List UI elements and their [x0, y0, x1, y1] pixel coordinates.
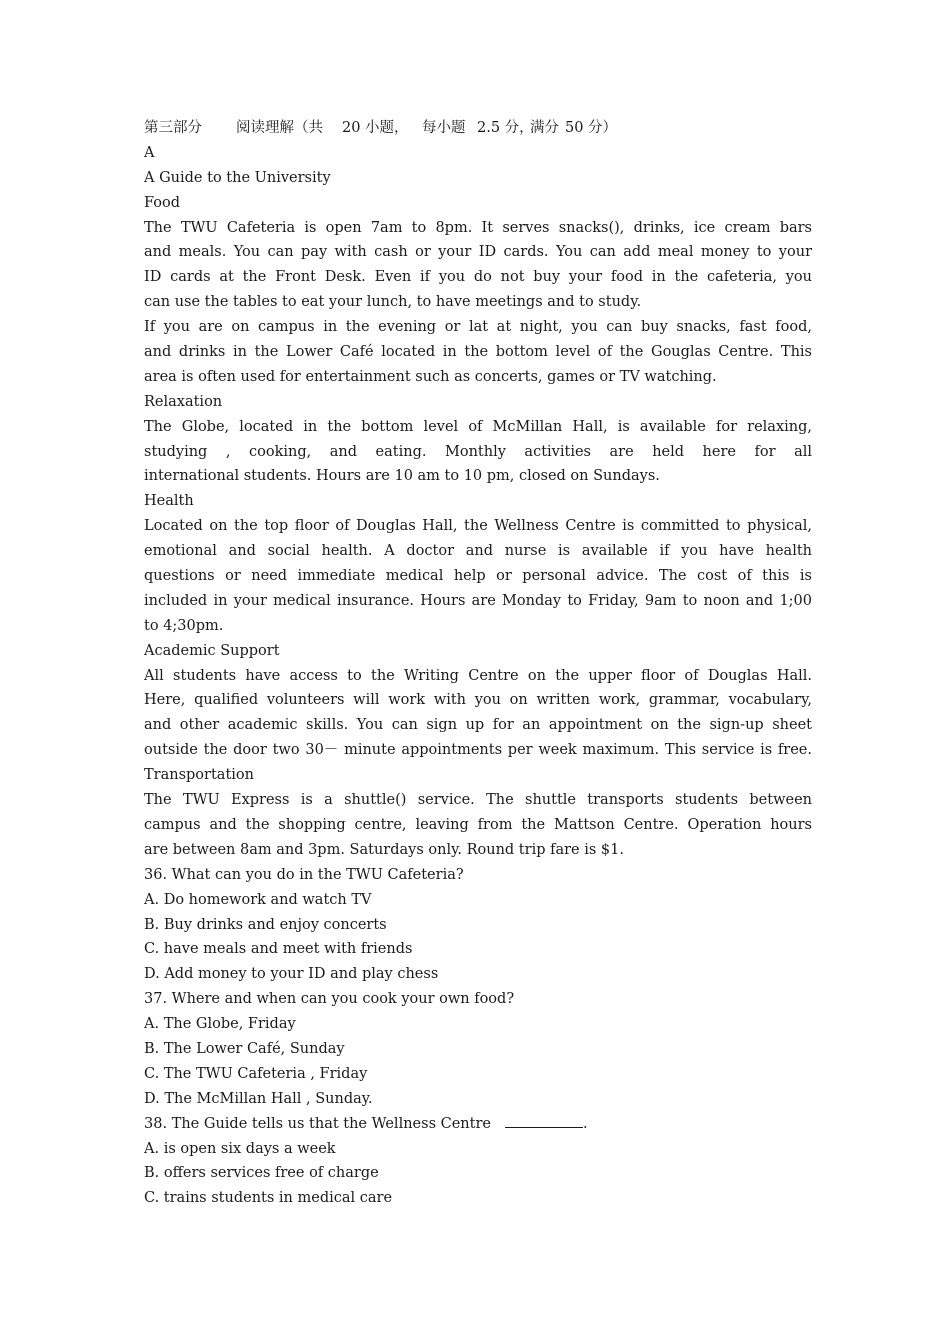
text-line: and drinks in the Lower Café located in the bottom level of the Gouglas Centre. This [144, 344, 812, 361]
relaxation-heading: Relaxation [144, 393, 223, 410]
food-paragraph-1 [144, 216, 812, 316]
transportation-heading: Transportation [144, 767, 254, 784]
text-line: and meals. You can pay with cash or your ID cards. You can add meal money to your [144, 244, 812, 261]
text-line: area is often used for entertainment such as concerts, games or TV watching. [144, 368, 717, 385]
text-line: included in your medical insurance. Hours are Monday to Friday, 9am to noon and 1;00 [144, 592, 812, 609]
passage-title: A Guide to the University [144, 169, 331, 186]
text-line: and other academic skills. You can sign up for an appointment on the sign-up sheet [144, 717, 812, 734]
relaxation-paragraph [144, 415, 812, 490]
q36-option-b: B. Buy drinks and enjoy concerts [144, 916, 387, 933]
header-each: 每小题 [422, 120, 466, 136]
text-line: The TWU Express is a shuttle() service. The shuttle transports students between [144, 792, 812, 809]
text-line: international students. Hours are 10 am to 10 pm, closed on Sundays. [144, 468, 660, 485]
text-line: campus and the shopping centre, leaving from the Mattson Centre. Operation hours [144, 816, 812, 833]
q37-option-c: C. The TWU Cafeteria , Friday [144, 1065, 368, 1082]
health-heading: Health [144, 493, 194, 510]
academic-support-heading: Academic Support [144, 642, 280, 659]
academic-support-paragraph [144, 664, 812, 764]
question-38 [144, 1112, 812, 1137]
text-line: ID cards at the Front Desk. Even if you do not buy your food in the cafeteria, you [144, 269, 812, 286]
text-line: can use the tables to eat your lunch, to have meetings and to study. [144, 294, 642, 311]
q37-option-b: B. The Lower Café, Sunday [144, 1040, 345, 1057]
food-heading: Food [144, 194, 181, 211]
q37-option-a: A. The Globe, Friday [144, 1016, 296, 1033]
question-38-text: 38. The Guide tells us that the Wellness Centre [144, 1115, 491, 1132]
text-line: Here, qualified volunteers will work with you on written work, grammar, vocabulary, [144, 692, 812, 709]
header-part: 第三部分 [144, 120, 202, 136]
question-36: 36. What can you do in the TWU Cafeteria? [144, 866, 464, 883]
header-count: 20 小题， [342, 120, 409, 136]
text-line: outside the door two 30－ minute appointments per week maximum. This service is free. [144, 742, 812, 759]
food-paragraph-2 [144, 315, 812, 390]
answer-blank [505, 1113, 583, 1128]
header-points-each: 2.5 分， [477, 120, 534, 136]
text-line: emotional and social health. A doctor and nurse is available if you have health [144, 543, 812, 560]
text-line: studying , cooking, and eating. Monthly activities are held here for all [144, 443, 812, 460]
header-total-label: 满分 [530, 120, 559, 136]
header-total: 50 分） [565, 120, 618, 136]
q36-option-d: D. Add money to your ID and play chess [144, 966, 439, 983]
text-line: questions or need immediate medical help or personal advice. The cost of this is [144, 568, 812, 585]
passage-letter: A [144, 144, 155, 161]
question-37: 37. Where and when can you cook your own food? [144, 991, 515, 1008]
question-38-end: . [582, 1115, 588, 1132]
text-line: to 4;30pm. [144, 617, 224, 634]
text-line: All students have access to the Writing Centre on the upper floor of Douglas Hall. [144, 667, 812, 684]
text-line: The Globe, located in the bottom level of McMillan Hall, is available for relaxing, [144, 418, 812, 435]
document-page [144, 116, 812, 1211]
text-line: are between 8am and 3pm. Saturdays only. Round trip fare is $1. [144, 841, 624, 858]
q36-option-c: C. have meals and meet with friends [144, 941, 413, 958]
q38-option-b: B. offers services free of charge [144, 1165, 379, 1182]
q37-option-d: D. The McMillan Hall , Sunday. [144, 1090, 373, 1107]
section-header [144, 116, 812, 141]
header-section: 阅读理解（共 [236, 120, 323, 136]
text-line: The TWU Cafeteria is open 7am to 8pm. It serves snacks(), drinks, ice cream bars [144, 219, 812, 236]
transportation-paragraph [144, 788, 812, 863]
health-paragraph [144, 514, 812, 638]
text-line: Located on the top floor of Douglas Hall, the Wellness Centre is committed to physical, [144, 518, 812, 535]
q38-option-c: C. trains students in medical care [144, 1190, 393, 1207]
q36-option-a: A. Do homework and watch TV [144, 891, 372, 908]
text-line: If you are on campus in the evening or lat at night, you can buy snacks, fast food, [144, 319, 812, 336]
q38-option-a: A. is open six days a week [144, 1140, 336, 1157]
